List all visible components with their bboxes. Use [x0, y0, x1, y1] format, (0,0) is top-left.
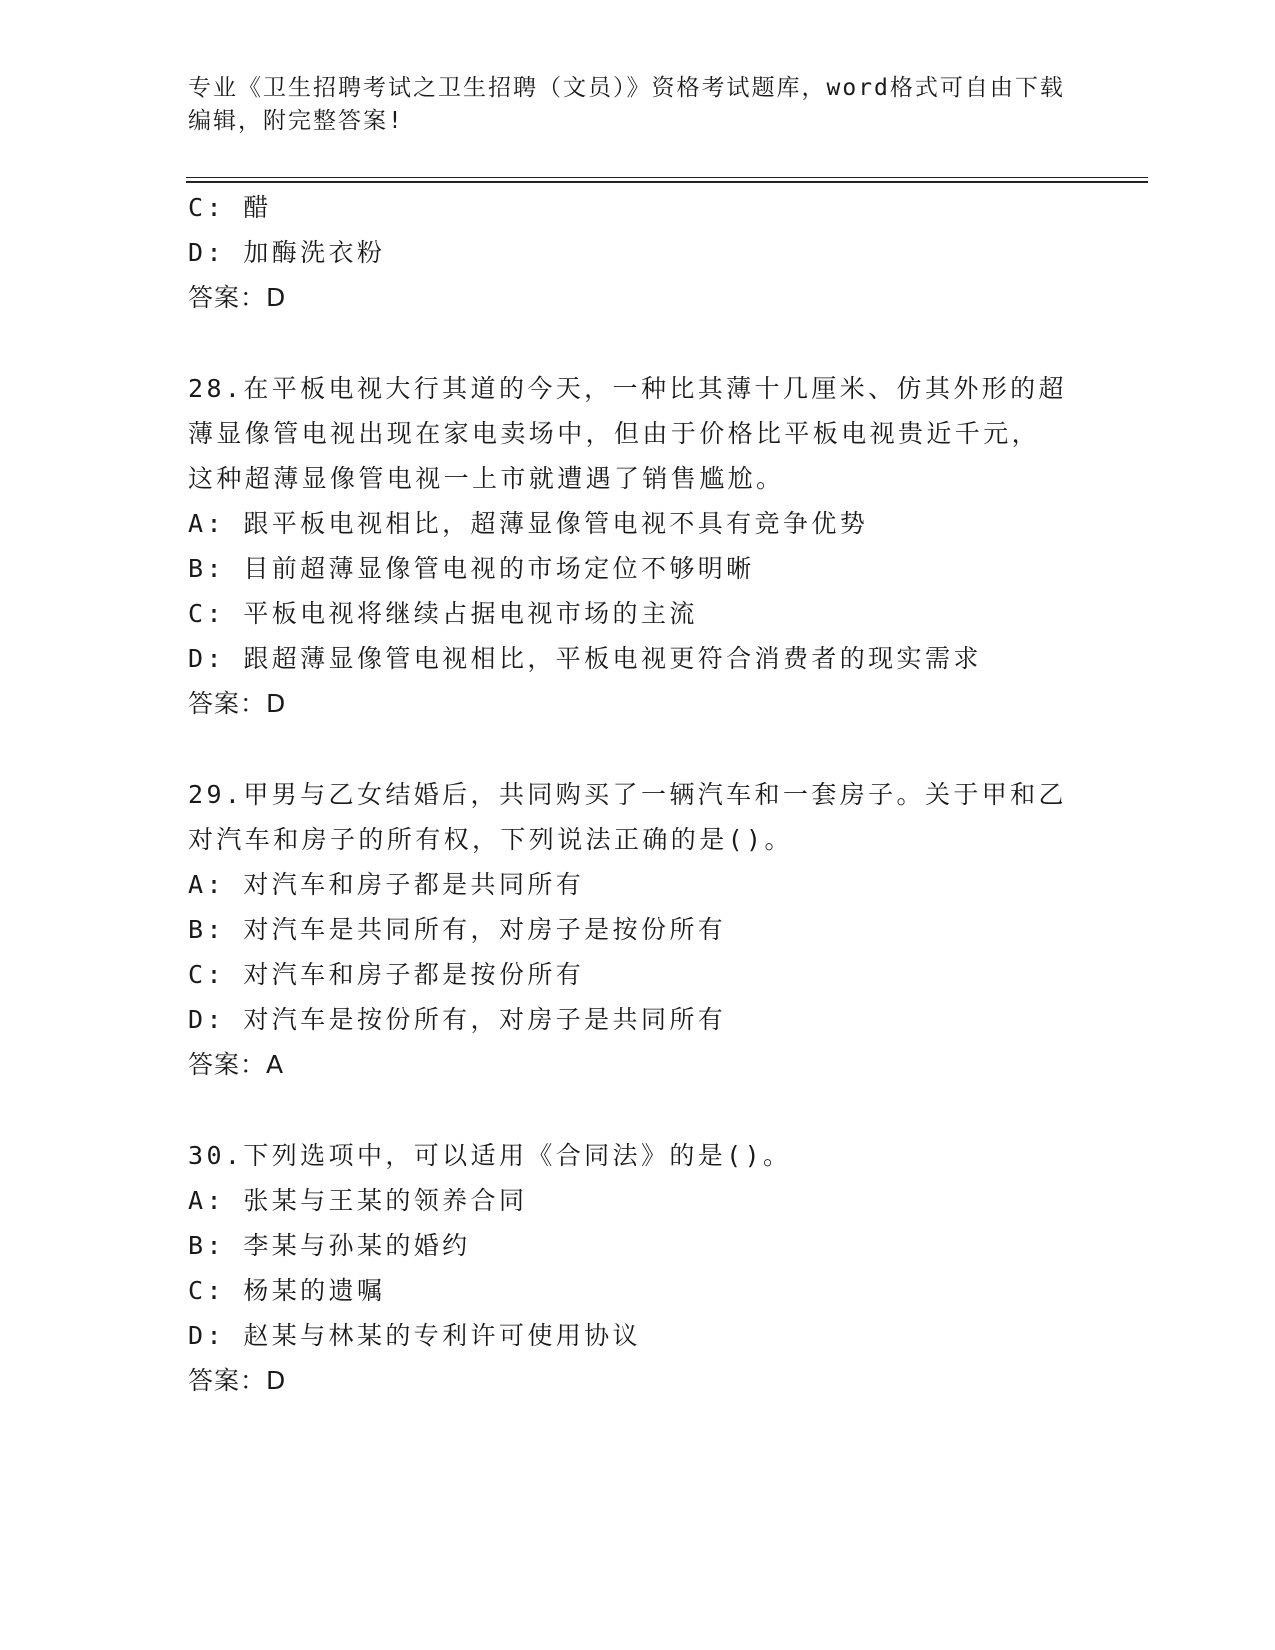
header-line-1: 专业《卫生招聘考试之卫生招聘（文员）》资格考试题库，word格式可自由下载: [188, 75, 1065, 101]
q30-option-a: A: 张某与王某的领养合同: [188, 1186, 528, 1215]
q28-stem-line-3: 这种超薄显像管电视一上市就遭遇了销售尴尬。: [188, 464, 785, 493]
q28-option-d: D: 跟超薄显像管电视相比，平板电视更符合消费者的现实需求: [188, 644, 982, 673]
prev-option-c: C: 醋: [188, 193, 272, 222]
q29-stem-line-1: 29.甲男与乙女结婚后，共同购买了一辆汽车和一套房子。关于甲和乙: [188, 780, 1067, 809]
q30-stem-line-1: 30.下列选项中，可以适用《合同法》的是()。: [188, 1141, 792, 1170]
q29-option-c: C: 对汽车和房子都是按份所有: [188, 960, 585, 989]
q29-answer: 答案：A: [188, 1050, 285, 1079]
q30-option-c: C: 杨某的遗嘱: [188, 1276, 386, 1305]
prev-answer: 答案：D: [188, 283, 287, 312]
q30-option-d: D: 赵某与林某的专利许可使用协议: [188, 1321, 641, 1350]
q28-answer: 答案：D: [188, 689, 287, 718]
prev-option-d: D: 加酶洗衣粉: [188, 238, 386, 267]
header-divider-thick: [186, 181, 1148, 183]
q30-option-b: B: 李某与孙某的婚约: [188, 1231, 471, 1260]
q30-answer: 答案：D: [188, 1366, 287, 1395]
document-header: [188, 72, 1088, 138]
header-divider-thin: [186, 177, 1148, 178]
q28-option-a: A: 跟平板电视相比，超薄显像管电视不具有竞争优势: [188, 509, 869, 538]
q28-option-b: B: 目前超薄显像管电视的市场定位不够明晰: [188, 554, 755, 583]
q29-stem-line-2: 对汽车和房子的所有权，下列说法正确的是()。: [188, 825, 793, 854]
q29-option-d: D: 对汽车是按份所有，对房子是共同所有: [188, 1005, 727, 1034]
header-line-2: 编辑，附完整答案!: [188, 108, 404, 134]
q28-option-c: C: 平板电视将继续占据电视市场的主流: [188, 599, 698, 628]
q28-stem-line-1: 28.在平板电视大行其道的今天，一种比其薄十几厘米、仿其外形的超: [188, 374, 1067, 403]
q29-option-b: B: 对汽车是共同所有，对房子是按份所有: [188, 915, 727, 944]
q28-stem-line-2: 薄显像管电视出现在家电卖场中，但由于价格比平板电视贵近千元，: [188, 419, 1041, 448]
q29-option-a: A: 对汽车和房子都是共同所有: [188, 870, 585, 899]
